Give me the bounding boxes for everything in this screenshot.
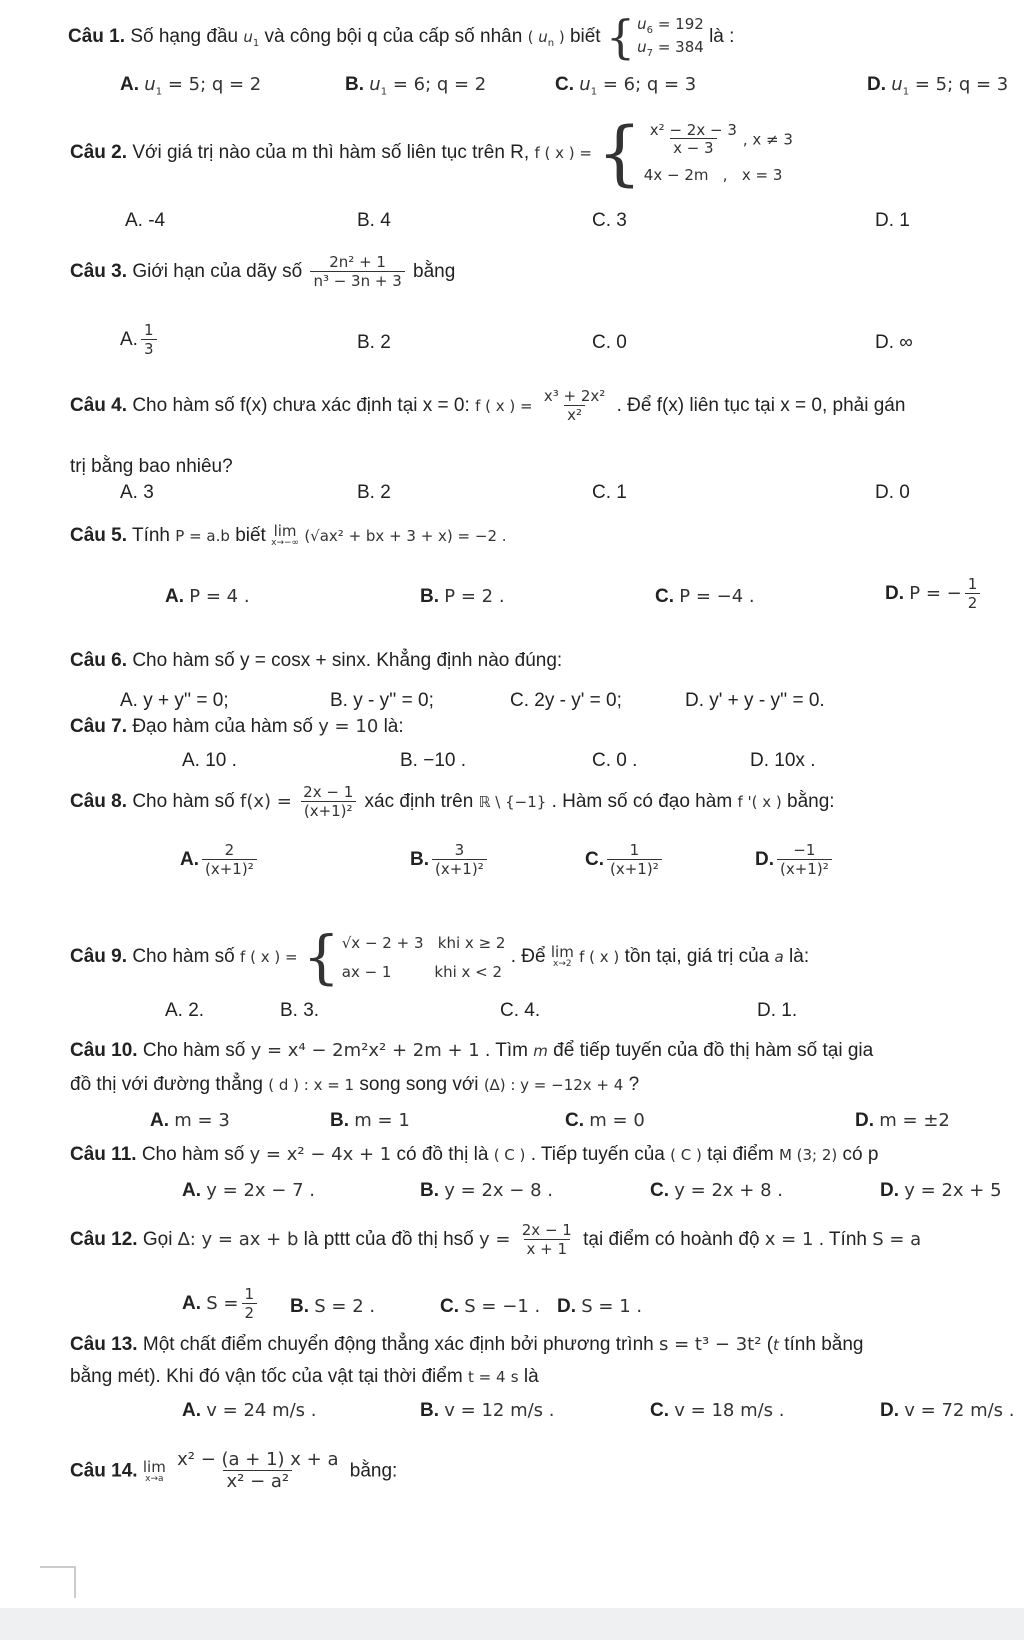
q1-un: ( $u_n$ )	[527, 28, 565, 50]
q12-s: S = a	[872, 1229, 922, 1251]
q12-option-c[interactable]: C. S = −1 .	[440, 1296, 541, 1317]
q13-option-b[interactable]: B. v = 12 m/s .	[420, 1400, 555, 1421]
q3-text: Giới hạn của dãy số	[132, 261, 303, 283]
q4-option-c[interactable]: C. 1	[592, 482, 627, 503]
question-11	[70, 1144, 878, 1166]
q9-tail: tồn tại, giá trị của	[624, 946, 770, 968]
q1-option-c[interactable]: C. $u_1 = 6$; q = 3	[555, 74, 697, 98]
q8-text: Cho hàm số	[132, 791, 235, 813]
question-5	[70, 524, 507, 548]
q10-line2: đồ thị với đường thẳng ( d ) : x = 1 song song với (∆) : y = −12x + 4 ?	[70, 1074, 640, 1095]
q10-text2: . Tìm	[485, 1040, 528, 1061]
q2-option-a[interactable]: A. -4	[125, 210, 166, 231]
q13-text2: (	[766, 1334, 774, 1355]
q8-text3: . Hàm số có đạo hàm	[551, 791, 733, 813]
q4-label: Câu 4.	[70, 395, 128, 417]
question-9	[70, 923, 810, 991]
q13-text: Một chất điểm chuyển động thẳng xác định bởi phương trình	[142, 1334, 654, 1355]
q5-p: P = a.b	[175, 527, 230, 546]
q8-fx: f(x) =	[240, 791, 292, 813]
question-12	[70, 1222, 921, 1258]
q8-option-c[interactable]: C. $\frac{1}{\text{(x+1)²}}$	[585, 842, 665, 878]
q8-option-a[interactable]: A. $\frac{2}{\text{(x+1)²}}$	[180, 842, 260, 878]
question-7	[70, 716, 404, 738]
question-2	[70, 112, 793, 194]
q11-text3: . Tiếp tuyến của	[530, 1144, 665, 1165]
q4-fraction: $\frac{\text{x³ + 2x²}}{\text{x²}}$	[543, 387, 606, 424]
q11-c2: ( C )	[670, 1146, 702, 1164]
q5-limit: lim x→−∞	[271, 522, 300, 548]
q5-option-d[interactable]: D. P = − $\frac{1}{2}$	[885, 576, 983, 612]
q8-fprime: f '( x )	[737, 793, 782, 812]
q10-option-d[interactable]: D. m = ±2	[855, 1110, 950, 1131]
q11-tail: có p	[842, 1144, 879, 1165]
q9-limit: lim x→2	[550, 943, 574, 969]
question-13	[70, 1334, 863, 1356]
q8-tail: bằng:	[787, 791, 835, 813]
q11-label: Câu 11.	[70, 1144, 137, 1165]
q11-option-c[interactable]: C. y = 2x + 8 .	[650, 1180, 783, 1201]
q11-text4: tại điểm	[707, 1144, 774, 1165]
q9-text2: . Để	[510, 946, 546, 968]
q7-label: Câu 7.	[70, 716, 128, 737]
q1-option-b[interactable]: B. $u_1 = 6$; q = 2	[345, 74, 487, 98]
q1-option-d[interactable]: D. $u_1 = 5$; q = 3	[867, 74, 1009, 98]
q11-text: Cho hàm số	[141, 1144, 245, 1165]
q7-fx: y = 10	[318, 716, 379, 737]
q7-tail: là:	[383, 716, 404, 737]
q9-label: Câu 9.	[70, 946, 128, 968]
q12-x1: x = 1	[764, 1229, 814, 1251]
q10-text: Cho hàm số	[142, 1040, 246, 1061]
q5-option-c[interactable]: C. P = −4 .	[655, 586, 755, 607]
q2-r: R,	[510, 142, 530, 164]
q8-text2: xác định trên	[364, 791, 474, 813]
q9-fx: f ( x ) =	[240, 948, 298, 967]
q6-text: Cho hàm số y = cosx + sinx. Khẳng định nào đúng:	[132, 650, 563, 671]
q14-fraction: $\frac{\text{x² − (a + 1) x + a}}{\text{x² − a²}}$	[177, 1449, 339, 1492]
q12-text4: . Tính	[818, 1229, 867, 1251]
q2-system: { $\frac{\text{x² − 2x − 3}}{x - 3}$ , x ≠ 3 4x − 2m , x = 3	[597, 112, 793, 194]
q12-text2: là pttt của đồ thị hsố	[303, 1229, 474, 1251]
q13-eq: s = t³ − 3t²	[659, 1334, 762, 1355]
question-6	[70, 650, 562, 672]
q2-label: Câu 2.	[70, 142, 128, 164]
q8-option-d[interactable]: D. $\frac{-1}{\text{(x+1)²}}$	[755, 842, 835, 878]
q1-text: Số hạng đầu	[130, 26, 239, 48]
q6-option-c[interactable]: C. 2y - y' = 0;	[510, 690, 622, 711]
q12-text: Gọi	[142, 1229, 173, 1251]
q3-label: Câu 3.	[70, 261, 128, 283]
q7-option-d[interactable]: D. 10x .	[750, 750, 816, 771]
q13-option-c[interactable]: C. v = 18 m/s .	[650, 1400, 785, 1421]
q9-fx2: f ( x )	[579, 948, 620, 967]
q1-label: Câu 1.	[68, 26, 126, 48]
q11-option-b[interactable]: B. y = 2x − 8 .	[420, 1180, 553, 1201]
q5-text2: biết	[235, 525, 266, 547]
q12-option-a[interactable]: A. S = $\frac{1}{2}$	[182, 1286, 260, 1322]
q7-option-c[interactable]: C. 0 .	[592, 750, 638, 771]
q9-option-d[interactable]: D. 1.	[757, 1000, 798, 1021]
q10-text3: để tiếp tuyến của đồ thị hàm số tại gia	[553, 1040, 874, 1061]
q13-t: t	[773, 1336, 779, 1354]
q3-option-d[interactable]: D. ∞	[875, 332, 913, 353]
q5-text: Tính	[131, 525, 170, 547]
q2-text: Với giá trị nào của m thì hàm số liên tục trên	[132, 142, 505, 164]
q1-option-a[interactable]: A. $u_1 = 5$; q = 2	[120, 74, 262, 98]
page-corner-mark	[40, 1566, 76, 1598]
q9-tail2: là:	[789, 946, 810, 968]
q9-a-var: a	[774, 948, 784, 967]
q2-option-d[interactable]: D. 1	[875, 210, 910, 231]
q3-option-a[interactable]: A. $\frac{1}{3}$	[120, 322, 160, 358]
q13-line2: bằng mét). Khi đó vận tốc của vật tại thời điểm t = 4 s là	[70, 1366, 539, 1387]
bottom-bar	[0, 1608, 1024, 1640]
q10-option-a[interactable]: A. m = 3	[150, 1110, 230, 1131]
q3-fraction: $\frac{\text{2n² + 1}}{\text{n³ − 3n + 3}}$	[310, 254, 404, 290]
q14-label: Câu 14.	[70, 1460, 138, 1482]
q6-option-b[interactable]: B. y - y'' = 0;	[330, 690, 434, 711]
q1-u1: $u_1$	[243, 28, 260, 50]
q6-option-a[interactable]: A. y + y'' = 0;	[120, 690, 229, 711]
q4-tail: . Để f(x) liên tục tại x = 0, phải gán	[616, 395, 906, 417]
q12-fx: y =	[479, 1229, 511, 1251]
q13-option-a[interactable]: A. v = 24 m/s .	[182, 1400, 317, 1421]
q12-label: Câu 12.	[70, 1229, 138, 1251]
question-14	[70, 1450, 397, 1493]
q3-option-b[interactable]: B. 2	[357, 332, 391, 353]
q11-fx: y = x² − 4x + 1	[249, 1144, 392, 1165]
q5-expr: (√ax² + bx + 3 + x) = −2 .	[304, 527, 507, 546]
q12-delta: ∆: y = ax + b	[177, 1229, 299, 1251]
q2-option-b[interactable]: B. 4	[357, 210, 391, 231]
q11-option-d[interactable]: D. y = 2x + 5	[880, 1180, 1002, 1201]
q7-option-b[interactable]: B. −10 .	[400, 750, 467, 771]
q3-tail: bằng	[413, 261, 456, 283]
q14-tail: bằng:	[349, 1460, 398, 1482]
question-10	[70, 1040, 873, 1062]
q11-point: M (3; 2)	[778, 1146, 838, 1164]
q11-c1: ( C )	[493, 1146, 526, 1164]
q5-label: Câu 5.	[70, 525, 128, 547]
question-4	[70, 388, 905, 424]
q7-option-a[interactable]: A. 10 .	[182, 750, 237, 771]
q10-fx: y = x⁴ − 2m²x² + 2m + 1	[250, 1040, 480, 1061]
q8-domain: ℝ \ {−1}	[478, 793, 547, 812]
q12-option-b[interactable]: B. S = 2 .	[290, 1296, 376, 1317]
q11-text2: có đồ thị là	[396, 1144, 489, 1165]
q5-option-b[interactable]: B. P = 2 .	[420, 586, 505, 607]
q10-m: m	[533, 1042, 548, 1060]
q13-label: Câu 13.	[70, 1334, 138, 1355]
q1-text3: biết	[569, 26, 601, 48]
q8-option-b[interactable]: B. $\frac{3}{\text{(x+1)²}}$	[410, 842, 490, 878]
q4-option-b[interactable]: B. 2	[357, 482, 391, 503]
q1-system: { $u_6 = 192$ $u_7 = 384$	[605, 10, 704, 64]
q13-tail: tính bằng	[784, 1334, 864, 1355]
q1-text4: là :	[709, 26, 735, 48]
q12-option-d[interactable]: D. S = 1 .	[557, 1296, 643, 1317]
q4-option-a[interactable]: A. 3	[120, 482, 154, 503]
q2-option-c[interactable]: C. 3	[592, 210, 627, 231]
q10-option-b[interactable]: B. m = 1	[330, 1110, 410, 1131]
q6-option-d[interactable]: D. y' + y - y'' = 0.	[685, 690, 825, 711]
q11-option-a[interactable]: A. y = 2x − 7 .	[182, 1180, 315, 1201]
q9-option-c[interactable]: C. 4.	[500, 1000, 541, 1021]
q5-option-a[interactable]: A. P = 4 .	[165, 586, 250, 607]
q9-text: Cho hàm số	[132, 946, 235, 968]
q8-label: Câu 8.	[70, 791, 128, 813]
q13-option-d[interactable]: D. v = 72 m/s .	[880, 1400, 1015, 1421]
question-1	[68, 10, 735, 64]
q9-option-a[interactable]: A. 2.	[165, 1000, 205, 1021]
q14-limit: lim x→a	[142, 1457, 166, 1484]
q3-option-c[interactable]: C. 0	[592, 332, 627, 353]
q10-option-c[interactable]: C. m = 0	[565, 1110, 645, 1131]
q9-option-b[interactable]: B. 3.	[280, 1000, 320, 1021]
q12-text3: tại điểm có hoành độ	[583, 1229, 760, 1251]
q6-label: Câu 6.	[70, 650, 128, 671]
q9-system: { √x − 2 + 3 khi x ≥ 2 ax − 1 khi x < 2	[302, 923, 506, 991]
q12-fraction: $\frac{2x - 1}{x + 1}$	[521, 1221, 572, 1258]
q2-fx: f ( x ) =	[534, 144, 592, 163]
q4-text: Cho hàm số f(x) chưa xác định tại x = 0:	[132, 395, 470, 417]
q10-label: Câu 10.	[70, 1040, 138, 1061]
question-3	[70, 254, 455, 290]
q7-text: Đạo hàm của hàm số	[132, 716, 313, 737]
q4-line2: trị bằng bao nhiêu?	[70, 456, 233, 477]
q1-text2: và công bội q của cấp số nhân	[264, 26, 523, 48]
q4-fx: f ( x ) =	[475, 397, 533, 416]
q8-fraction: $\frac{2x - 1}{\text{(x+1)²}}$	[300, 784, 356, 820]
question-8	[70, 784, 835, 820]
q4-option-d[interactable]: D. 0	[875, 482, 910, 503]
